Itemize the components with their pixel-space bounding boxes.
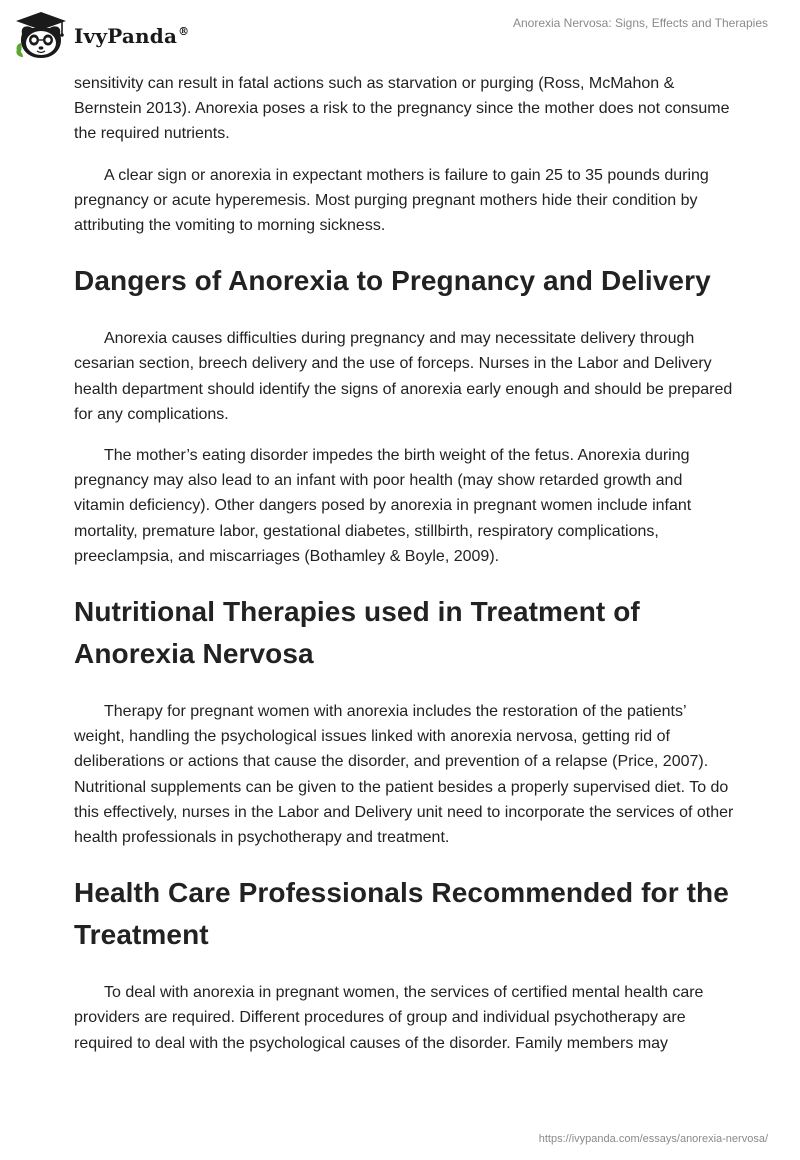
paragraph-1: sensitivity can result in fatal actions such as starvation or purging (Ross, McMahon & Bernstein 2013). Anorexia poses a risk to the pregnancy since the mother does not consume the required nutrients. <box>74 75 730 143</box>
section-heading-nutritional-therapies: Nutritional Therapies used in Treatment of Anorexia Nervosa <box>74 596 640 670</box>
registered-mark: ® <box>178 25 190 39</box>
section-heading-health-care-professionals: Health Care Professionals Recommended for the Treatment <box>74 877 729 951</box>
essay-content <box>74 71 734 1072</box>
document-title: Anorexia Nervosa: Signs, Effects and Therapies <box>512 16 768 30</box>
page-header <box>0 0 800 72</box>
panda-graduate-icon <box>14 10 68 60</box>
paragraph-4: The mother’s eating disorder impedes the birth weight of the fetus. Anorexia during pregnancy may also lead to an infant with poor health (may show retarded growth and vitamin deficiency). Other dangers posed by anorexia in pregnant women include infant mortality, premature labor, gestational diabetes, stillbirth, respiratory complications, preeclampsia, and miscarriages (Bothamley & Boyle, 2009). <box>74 447 692 565</box>
paragraph-2: A clear sign or anorexia in expectant mothers is failure to gain 25 to 35 pounds during pregnancy or acute hyperemesis. Most purging pregnant mothers hide their condition by attributing the vomiting to morning sickness. <box>74 166 709 235</box>
ivypanda-logo[interactable] <box>14 10 189 60</box>
brand-name: IvyPanda® <box>74 24 190 48</box>
paragraph-5: Therapy for pregnant women with anorexia includes the restoration of the patients’ weight, handling the psychological issues linked with anorexia nervosa, getting rid of deliberations or actions that cause the disorder, and prevention of a relapse (Price, 2007). Nutritional supplements can be given to the patient besides a properly supervised diet. To do this effectively, nurses in the Labor and Delivery unit need to incorporate the services of other health professionals in psychotherapy and treatment. <box>74 703 734 847</box>
source-url[interactable]: https://ivypanda.com/essays/anorexia-nervosa/ <box>538 1133 768 1145</box>
paragraph-3: Anorexia causes difficulties during pregnancy and may necessitate delivery through cesarian section, breech delivery and the use of forceps. Nurses in the Labor and Delivery health department should identify the signs of anorexia early enough and should be prepared for any complications. <box>74 330 733 423</box>
section-heading-dangers: Dangers of Anorexia to Pregnancy and Delivery <box>74 265 711 297</box>
paragraph-6: To deal with anorexia in pregnant women, the services of certified mental health care providers are required. Different procedures of group and individual psychotherapy are required to deal with the psychological causes of the disorder. Family members may <box>74 984 704 1052</box>
